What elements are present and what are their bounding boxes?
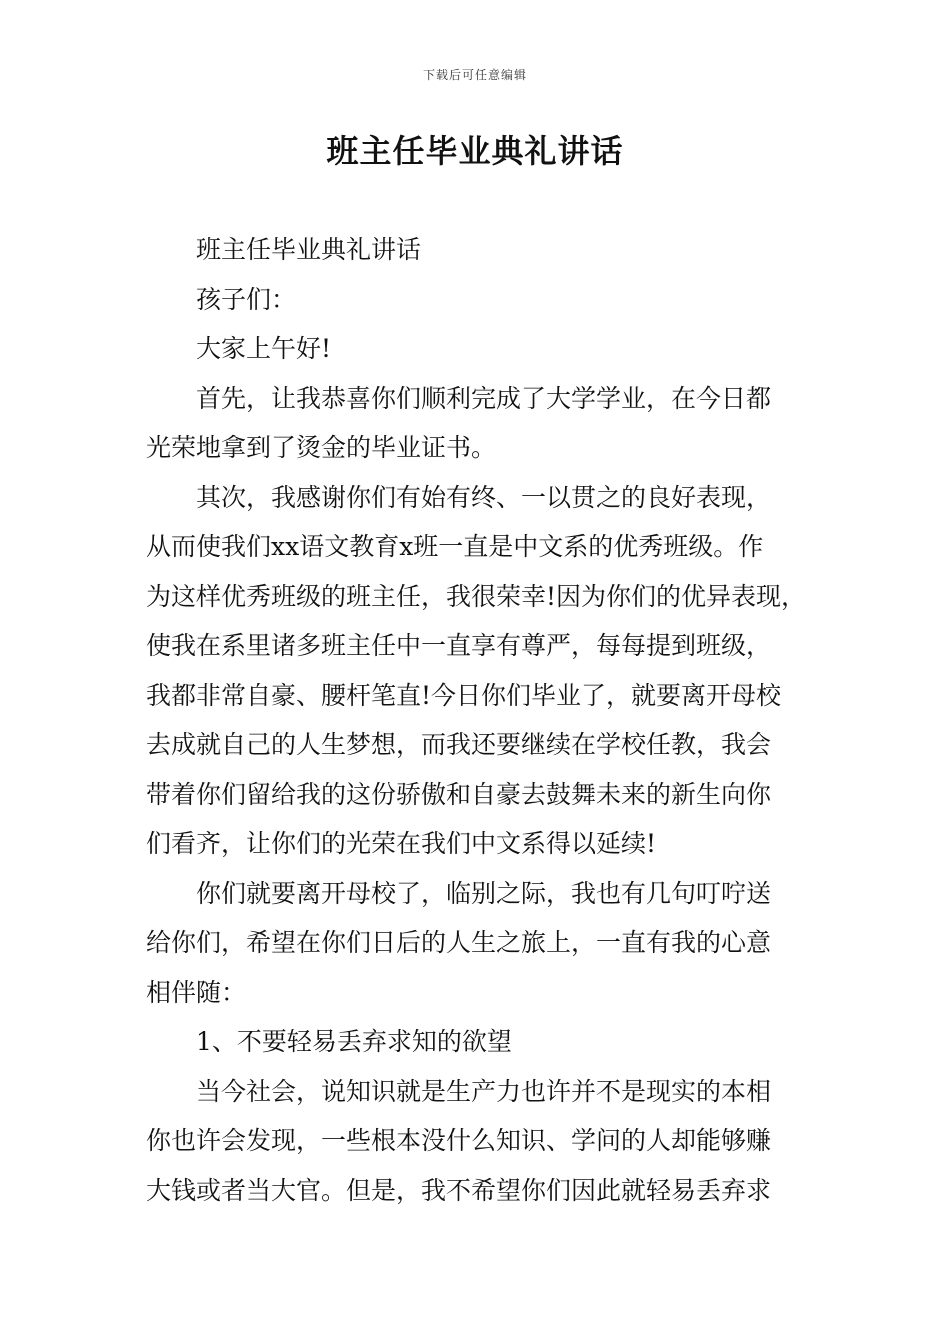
body-line: 孩子们： <box>196 284 297 314</box>
body-line: 其次，我感谢你们有始有终、一以贯之的良好表现， <box>196 482 772 512</box>
document-body <box>146 225 818 1215</box>
body-line: 你们就要离开母校了，临别之际，我也有几句叮咛送 <box>196 878 772 908</box>
header-note: 下载后可任意编辑 <box>422 68 527 82</box>
body-line: 使我在系里诸多班主任中一直享有尊严，每每提到班级， <box>146 631 772 660</box>
body-line: 大家上午好! <box>196 334 332 363</box>
body-line: 你也许会发现，一些根本没什么知识、学问的人却能够赚 <box>146 1126 772 1155</box>
body-line: 当今社会，说知识就是生产力也许并不是现实的本相 <box>196 1076 772 1106</box>
body-line: 大钱或者当大官。但是，我不希望你们因此就轻易丢弃求 <box>146 1175 772 1205</box>
body-line: 从而使我们xx语文教育x班一直是中文系的优秀班级。作 <box>146 532 764 561</box>
body-line: 首先，让我恭喜你们顺利完成了大学学业，在今日都 <box>196 383 772 413</box>
document-title: 班主任毕业典礼讲话 <box>326 132 624 170</box>
body-line: 们看齐，让你们的光荣在我们中文系得以延续! <box>146 829 657 858</box>
body-line: 相伴随： <box>146 977 247 1007</box>
body-line: 为这样优秀班级的班主任，我很荣幸!因为你们的优异表现， <box>146 581 807 611</box>
body-line: 班主任毕业典礼讲话 <box>196 235 422 264</box>
body-line: 去成就自己的人生梦想，而我还要继续在学校任教，我会 <box>146 730 772 759</box>
body-line: 我都非常自豪、腰杆笔直!今日你们毕业了，就要离开母校 <box>146 680 782 710</box>
body-line: 给你们，希望在你们日后的人生之旅上，一直有我的心意 <box>146 928 772 957</box>
body-line: 1、不要轻易丢弃求知的欲望 <box>196 1027 512 1056</box>
body-line: 光荣地拿到了烫金的毕业证书。 <box>146 433 497 462</box>
body-line: 带着你们留给我的这份骄傲和自豪去鼓舞未来的新生向你 <box>146 779 772 809</box>
